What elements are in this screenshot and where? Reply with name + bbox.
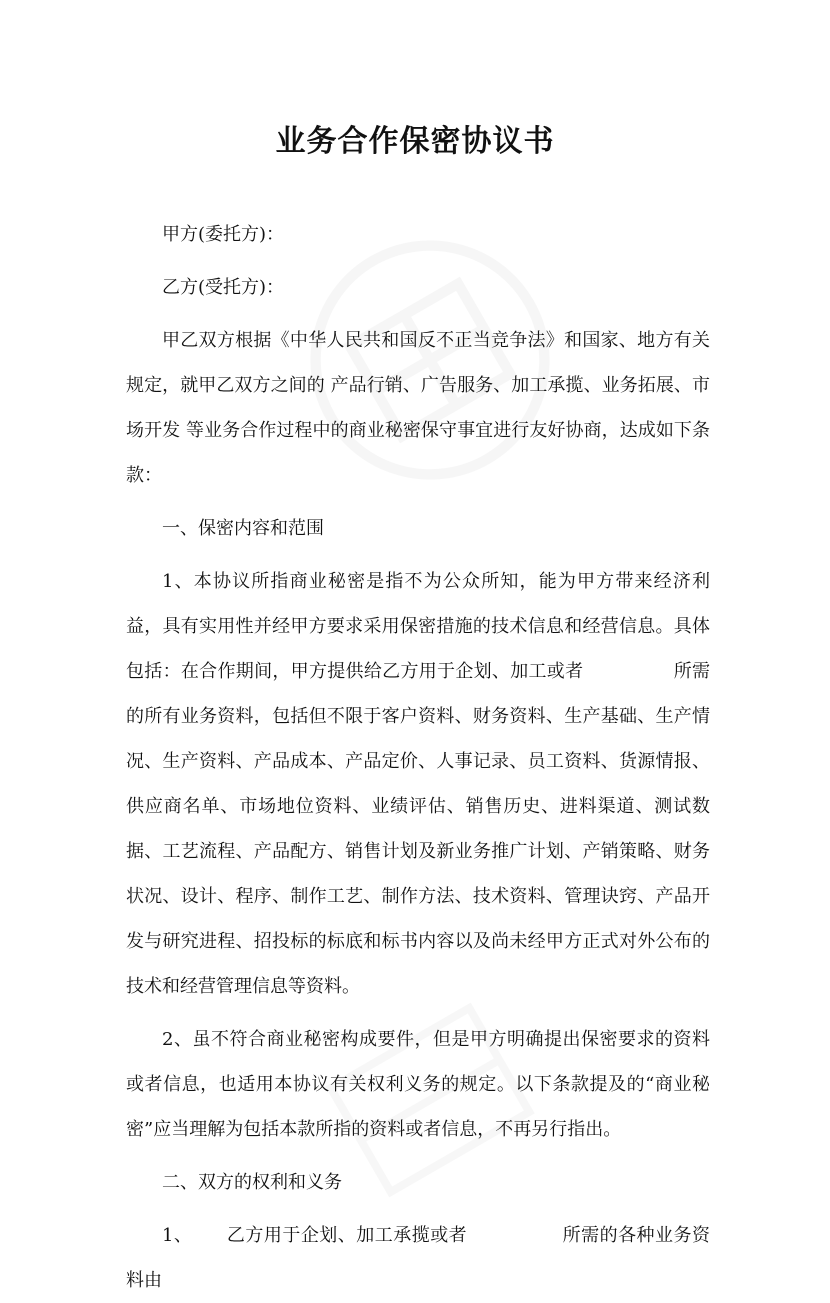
clause-2-1-number: 1、 xyxy=(162,1225,193,1246)
section-1-heading: 一、保密内容和范围 xyxy=(162,518,324,539)
clause-1-1-part2: 所需的所有业务资料，包括但不限于客户资料、财务资料、生产基础、生产情况、生产资料、产品成本、产品定价、人事记录、员工资料、货源情报、供应商名单、市场地位资料、业绩评估、销售历史、进料渠道、测试数据、工艺流程、产品配方、销售计划及新业务推广计划、产销策略、财务状况、设计、程序、制作工艺、制作方法、技术资料、管理诀窍、产品开发与研究进程、招投标的标底和标书内容以及尚未经甲方正式对外公布的技术和经营管理信息等资料。 xyxy=(126,661,710,997)
clause-1-1 xyxy=(126,559,710,1009)
intro-paragraph: 甲乙双方根据《中华人民共和国反不正当竞争法》和国家、地方有关规定，就甲乙双方之间的 产品行销、广告服务、加工承揽、业务拓展、市场开发 等业务合作过程中的商业秘密保守事宜进行友好协商，达成如下条款： xyxy=(126,330,710,486)
clause-2-1-part1: 乙方用于企划、加工承揽或者 xyxy=(226,1225,468,1246)
document-body xyxy=(126,212,710,1303)
party-b-line: 乙方(受托方)： xyxy=(162,277,285,298)
document-title: 业务合作保密协议书 xyxy=(275,124,555,159)
clause-1-1-part1: 1、本协议所指商业秘密是指不为公众所知，能为甲方带来经济利益，具有实用性并经甲方要求采用保密措施的技术信息和经营信息。具体包括：在合作期间，甲方提供给乙方用于企划、加工或者 xyxy=(126,571,710,682)
clause-2-1 xyxy=(126,1213,710,1303)
clause-2-1-part2: 所需的各种业务资料由 xyxy=(126,1225,711,1291)
party-a-line: 甲方(委托方)： xyxy=(162,224,285,245)
clause-1-2: 2、虽不符合商业秘密构成要件，但是甲方明确提出保密要求的资料或者信息，也适用本协议有关权利义务的规定。以下条款提及的“商业秘密”应当理解为包括本款所指的资料或者信息，不再另行指出。 xyxy=(126,1029,710,1140)
section-2-heading: 二、双方的权利和义务 xyxy=(162,1172,342,1193)
